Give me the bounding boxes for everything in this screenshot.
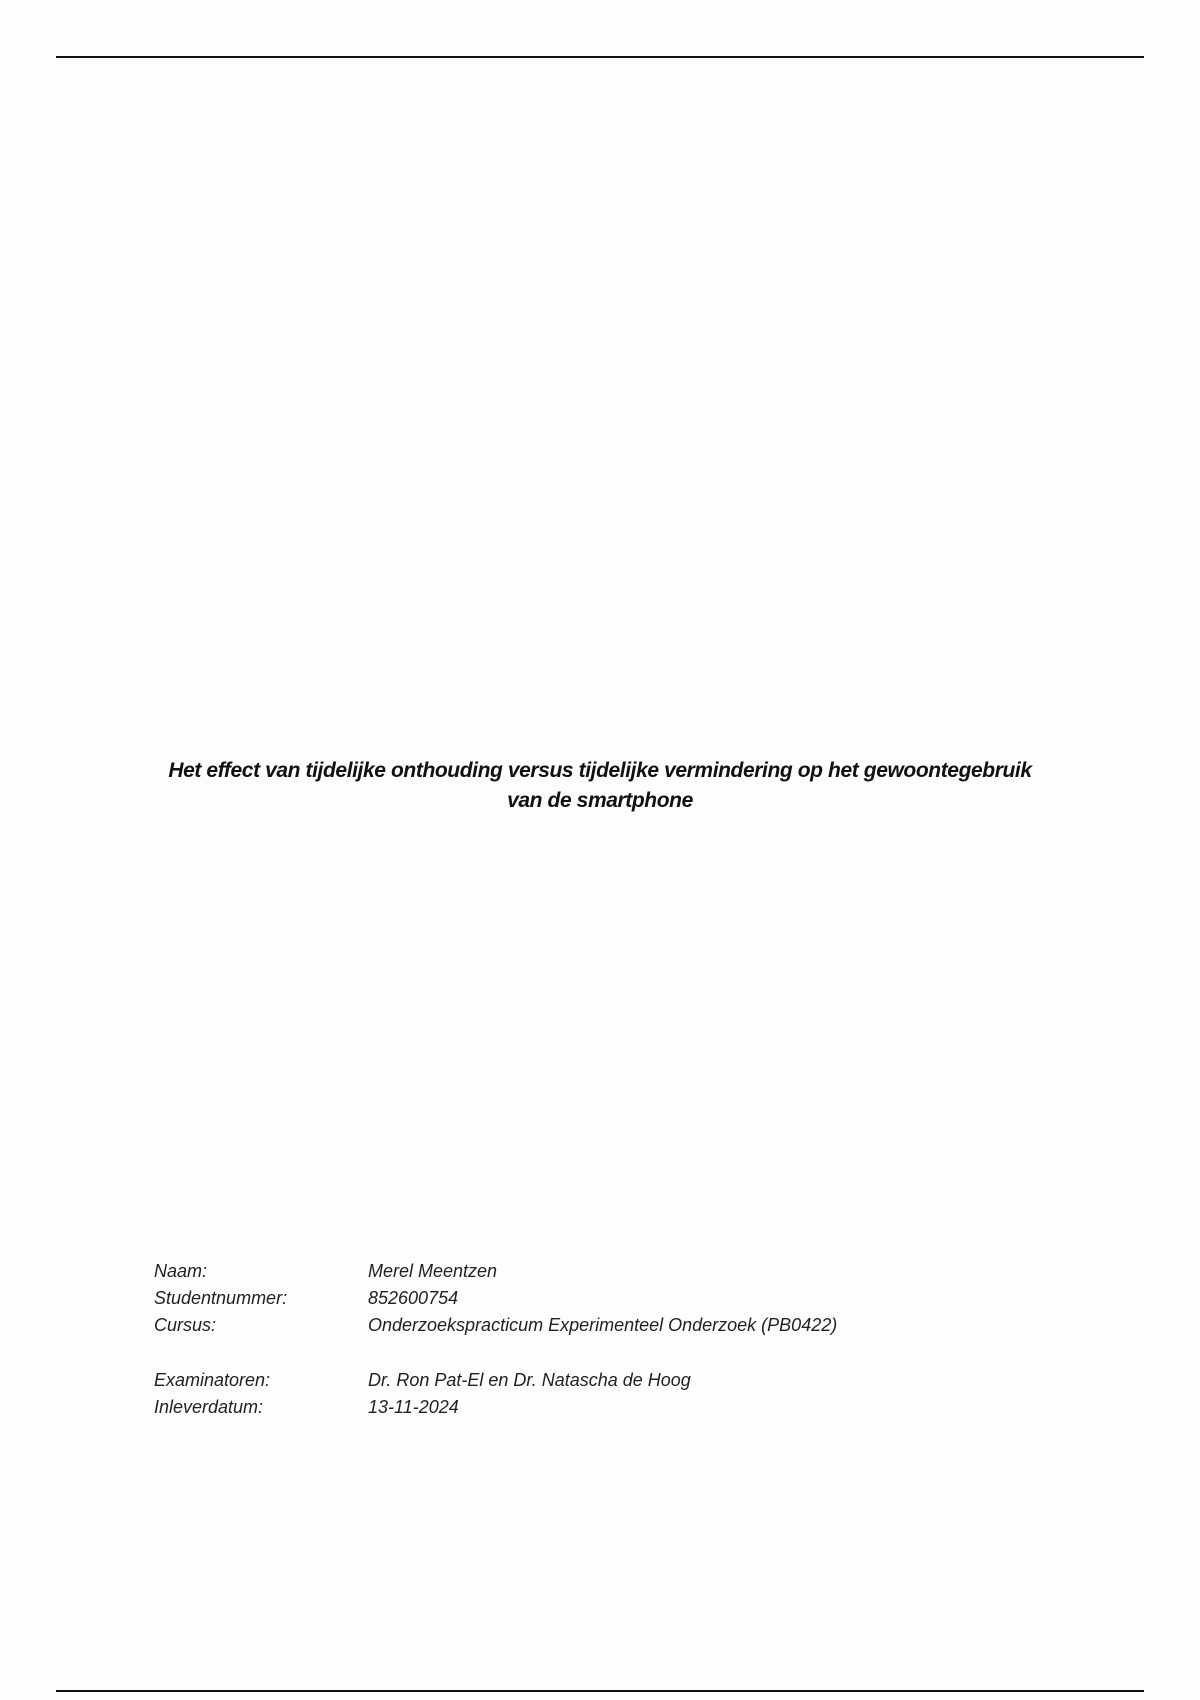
- course-value: Onderzoekspracticum Experimenteel Onderzoek (PB0422): [368, 1315, 838, 1335]
- examiners-label: Examinatoren:: [154, 1370, 271, 1390]
- student-number-label: Studentnummer:: [154, 1288, 288, 1308]
- detail-row-name: [154, 1258, 837, 1285]
- title-line-2: van de smartphone: [507, 789, 693, 812]
- student-number-value: 852600754: [368, 1288, 459, 1308]
- student-details: [154, 1258, 837, 1421]
- submission-date-value: 13-11-2024: [368, 1397, 459, 1417]
- detail-row-examiners: [154, 1367, 837, 1394]
- detail-row-submission-date: [154, 1394, 837, 1421]
- name-value: Merel Meentzen: [368, 1261, 498, 1281]
- detail-row-course: [154, 1312, 837, 1339]
- name-label: Naam:: [154, 1261, 208, 1281]
- document-title: [100, 756, 1100, 816]
- examiners-value: Dr. Ron Pat-El en Dr. Natascha de Hoog: [368, 1370, 691, 1390]
- top-horizontal-rule: [56, 56, 1144, 58]
- submission-date-label: Inleverdatum:: [154, 1397, 264, 1417]
- bottom-horizontal-rule: [56, 1690, 1144, 1692]
- course-label: Cursus:: [154, 1315, 217, 1335]
- title-line-1: Het effect van tijdelijke onthouding versus tijdelijke vermindering op het gewoontegebruik: [168, 759, 1032, 782]
- detail-row-student-number: [154, 1285, 837, 1312]
